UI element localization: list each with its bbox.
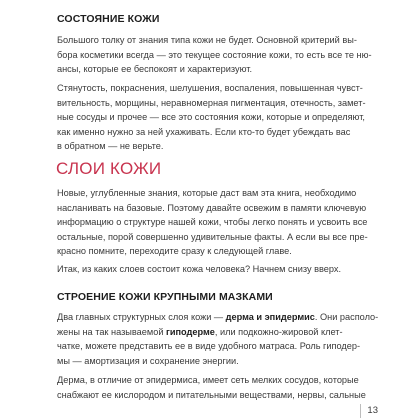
text-segment: жены на так называемой <box>57 326 167 337</box>
text-line: чатке, можете представить ее в виде удобного матраса. Роль гиподер- <box>57 341 361 351</box>
text-line: Стянутость, покраснения, шелушения, воспаления, повышенная чувст- <box>57 83 363 93</box>
text-line <box>57 310 377 325</box>
text-line: Итак, из каких слоев состоит кожа человека? Начнем снизу вверх. <box>57 264 342 274</box>
text-line: Новые, углубленные знания, которые даст вам эта книга, необходимо <box>57 188 357 198</box>
bold-term-dermis-epidermis: дерма и эпидермис <box>225 312 315 322</box>
text-segment: . Они располо- <box>314 312 379 322</box>
text-line: мы — амортизация и сохранение энергии. <box>57 355 239 366</box>
text-segment: Два главных структурных слоя кожи — <box>57 312 226 322</box>
text-line: как именно нужно за ней ухаживать. Если кто-то будет убеждать вас <box>57 126 351 137</box>
text-line: вительность, морщины, неравномерная пигментация, отечность, замет- <box>57 97 366 108</box>
paragraph-structure-intro <box>57 310 377 368</box>
paragraph-condition-intro <box>57 33 377 77</box>
text-line <box>57 325 377 340</box>
text-line: бора косметики всегда — это текущее состояние кожи, то есть все те ню- <box>57 49 372 60</box>
text-line: насланивать на базовые. Поэтому давайте освежим в памяти ключевую <box>57 202 367 213</box>
text-line: снабжают ее кислородом и питательными веществами, нервы, сальные <box>57 389 366 400</box>
paragraph-layers-intro <box>57 186 377 259</box>
text-line: ансы, которые ее беспокоят и характеризуют. <box>57 64 253 74</box>
text-line: остальные, порой совершенно удивительные факты. А если вы все пре- <box>57 231 368 242</box>
section-heading-skin-structure: СТРОЕНИЕ КОЖИ КРУПНЫМИ МАЗКАМИ <box>57 291 273 303</box>
chapter-title-skin-layers: СЛОИ КОЖИ <box>56 159 162 178</box>
text-line: Дерма, в отличие от эпидермиса, имеет сеть мелких сосудов, которые <box>57 375 359 385</box>
section-heading-skin-condition: СОСТОЯНИЕ КОЖИ <box>57 13 160 25</box>
text-line: информацию о структуре нашей кожи, чтобы легко понять и усвоить все <box>57 217 368 227</box>
text-line: красно помните, переходите сразу к следующей главе. <box>57 246 292 256</box>
text-segment: , или подкожно-жировой клет- <box>214 326 343 337</box>
page-number: 13 <box>367 405 378 416</box>
paragraph-structure-dermis <box>57 373 377 402</box>
text-line: ные сосуды и прочее — все это состояния кожи, которые и определяют, <box>57 112 365 122</box>
paragraph-condition-list <box>57 81 377 154</box>
text-line: в обратном — не верьте. <box>57 141 164 151</box>
text-line: Большого толку от знания типа кожи не будет. Основной критерий вы- <box>57 35 357 45</box>
paragraph-layers-question <box>57 262 377 277</box>
page-number-divider <box>360 404 361 418</box>
bold-term-hypodermis: гиподерме <box>166 326 215 337</box>
